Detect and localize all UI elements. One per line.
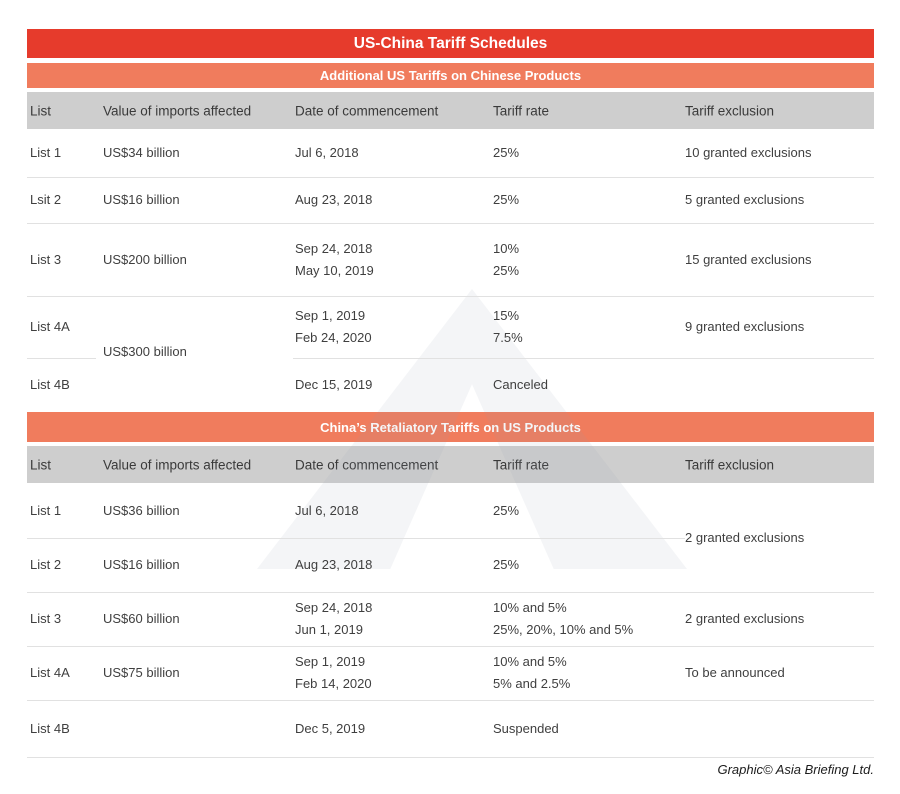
row-divider-partial — [27, 358, 96, 359]
section-heading-us-tariffs — [27, 63, 874, 88]
table-bottom-divider — [27, 757, 874, 758]
date-cell: Aug 23, 2018 — [295, 192, 373, 207]
exclusion-cell: 5 granted exclusions — [685, 192, 805, 207]
rate-cell: 10% 25% — [493, 240, 520, 278]
value-cell: US$200 billion — [103, 251, 187, 267]
list-cell: List 4B — [30, 720, 70, 736]
rate-cell: 10% and 5% 5% and 2.5% — [493, 654, 571, 691]
list-cell: List 3 — [30, 251, 62, 267]
column-header-date: Date of commencement — [295, 103, 439, 118]
value-cell: US$36 billion — [103, 502, 180, 518]
credit-text: Graphic© Asia Briefing Ltd. — [717, 762, 874, 777]
rate-cell: 25% — [493, 145, 520, 160]
table-row — [27, 700, 874, 757]
page-title: US-China Tariff Schedules — [353, 34, 548, 52]
date-cell: Dec 5, 2019 — [295, 720, 366, 736]
rate-cell: 10% and 5% 25%, 20%, 10% and 5% — [493, 600, 634, 637]
column-header-list: List — [30, 457, 52, 472]
rate-cell: 25% — [493, 502, 520, 518]
date-cell: Aug 23, 2018 — [295, 557, 373, 572]
row-divider — [27, 177, 874, 178]
merged-value-cell: US$300 billion — [103, 344, 187, 359]
column-header-exclusion: Tariff exclusion — [685, 457, 775, 472]
date-cell: Dec 15, 2019 — [295, 377, 373, 392]
table-row — [27, 177, 874, 223]
column-header-list: List — [30, 103, 52, 118]
value-cell: US$16 billion — [103, 557, 180, 572]
date-cell: Sep 1, 2019 Feb 14, 2020 — [295, 654, 372, 691]
list-cell: List 4B — [30, 377, 70, 392]
row-divider — [27, 646, 874, 647]
list-cell: List 4A — [30, 665, 70, 680]
rate-cell: 25% — [493, 557, 520, 572]
table-row — [27, 538, 874, 592]
value-cell: US$16 billion — [103, 192, 180, 207]
value-cell: US$34 billion — [103, 145, 180, 160]
list-cell: Lsit 2 — [30, 192, 62, 207]
column-header-row-2 — [27, 446, 874, 483]
row-divider — [27, 700, 874, 701]
date-cell: Sep 24, 2018 May 10, 2019 — [295, 240, 374, 278]
exclusion-cell: 10 granted exclusions — [685, 145, 812, 160]
column-header-rate: Tariff rate — [493, 103, 550, 118]
column-header-rate: Tariff rate — [493, 457, 550, 472]
section-heading-label: Additional US Tariffs on Chinese Products — [319, 68, 582, 83]
list-cell: List 3 — [30, 611, 62, 626]
content-area — [27, 0, 874, 794]
list-cell: List 1 — [30, 502, 62, 518]
column-header-value: Value of imports affected — [103, 457, 252, 472]
exclusion-cell: To be announced — [685, 665, 785, 680]
list-cell: List 2 — [30, 557, 62, 572]
exclusion-cell: 2 granted exclusions — [685, 611, 805, 626]
row-divider-partial — [293, 358, 874, 359]
table-row — [27, 358, 874, 412]
date-cell: Sep 24, 2018 Jun 1, 2019 — [295, 600, 373, 637]
column-header-row-1 — [27, 92, 874, 129]
exclusion-cell: 9 granted exclusions — [685, 319, 805, 334]
date-cell: Sep 1, 2019 Feb 24, 2020 — [295, 308, 372, 345]
row-divider-partial — [27, 538, 685, 539]
date-cell: Jul 6, 2018 — [295, 502, 359, 518]
value-cell: US$60 billion — [103, 611, 180, 626]
table-row — [27, 646, 874, 700]
list-cell: List 1 — [30, 145, 62, 160]
list-cell: List 4A — [30, 319, 70, 334]
rate-cell: Suspended — [493, 720, 559, 736]
rate-cell: 15% 7.5% — [493, 308, 523, 345]
merged-exclusion-cell: 2 granted exclusions — [685, 530, 805, 545]
table-row — [27, 129, 874, 177]
rate-cell: 25% — [493, 192, 520, 207]
column-header-exclusion: Tariff exclusion — [685, 103, 775, 118]
column-header-date: Date of commencement — [295, 457, 439, 472]
rate-cell: Canceled — [493, 377, 548, 392]
row-divider — [27, 296, 874, 297]
title-bar — [27, 29, 874, 58]
exclusion-cell: 15 granted exclusions — [685, 251, 812, 267]
date-cell: Jul 6, 2018 — [295, 145, 359, 160]
table-row — [27, 592, 874, 646]
row-divider — [27, 223, 874, 224]
row-divider — [27, 592, 874, 593]
value-cell: US$75 billion — [103, 665, 180, 680]
column-header-value: Value of imports affected — [103, 103, 252, 118]
section-heading-label: China’s Retaliatory Tariffs on US Products — [320, 419, 581, 435]
table-row — [27, 223, 874, 296]
